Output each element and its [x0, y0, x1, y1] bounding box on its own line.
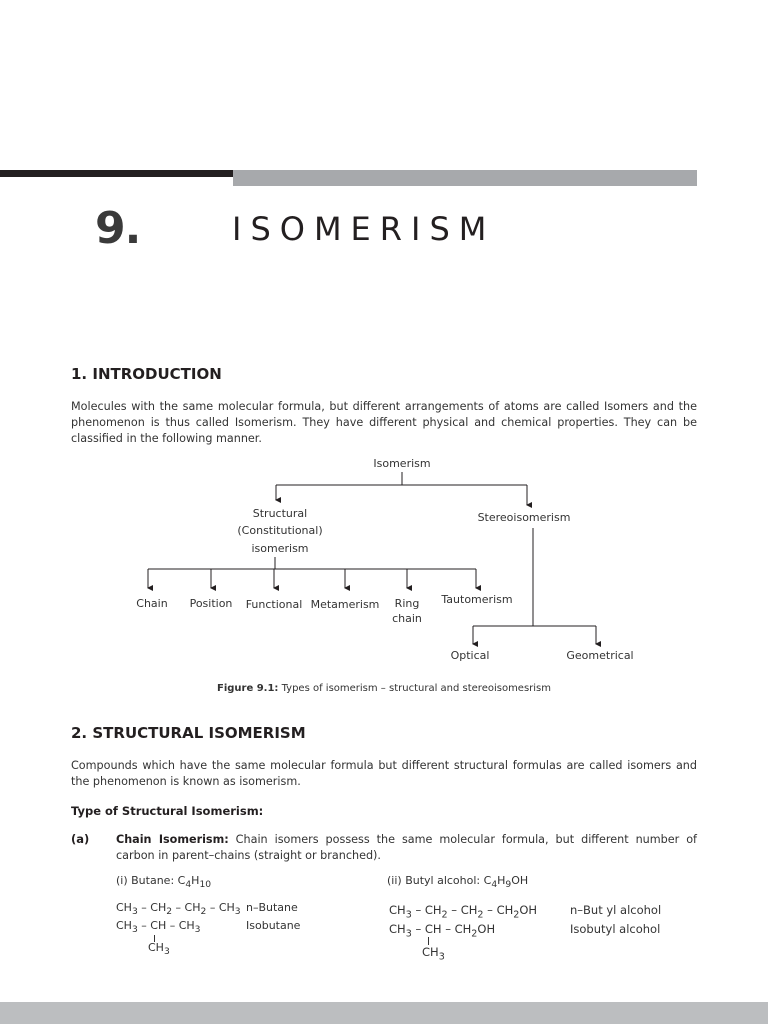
n-butyl-alcohol-structure: $CH_3 - CH_2 - CH_2 - CH_2OH$: [389, 903, 538, 921]
butyl-h: H: [497, 874, 506, 887]
node-stereoisomerism: Stereoisomerism: [477, 511, 571, 524]
section-heading-structural: 2. STRUCTURAL ISOMERISM: [71, 724, 306, 742]
structural-paragraph: Compounds which have the same molecular formula but different structural formulas are called isomers and the phenomenon is known as isomerism.: [71, 759, 697, 788]
n-butyl-alcohol-name: n–But yl alcohol: [570, 903, 662, 917]
butane-sub-h: 10: [199, 879, 212, 891]
node-isomerism: Isomerism: [373, 457, 431, 470]
isobutane-branch-ch3: $CH_3$: [148, 941, 170, 958]
node-metamerism: Metamerism: [310, 598, 380, 611]
figure-caption: [0, 683, 768, 694]
butane-formula-label: [116, 874, 211, 890]
butyl-alcohol-formula-label: [387, 874, 528, 890]
isobutyl-alcohol-name: Isobutyl alcohol: [570, 922, 661, 936]
butyl-sub-c: 4: [491, 879, 498, 891]
butyl-oh: OH: [511, 874, 529, 887]
node-position: Position: [189, 597, 233, 610]
chain-isomerism-paragraph: [116, 832, 697, 864]
butyl-sub-h: 9: [505, 879, 512, 891]
node-tautomerism: Tautomerism: [441, 593, 513, 606]
footer-bar: [0, 1002, 768, 1024]
butane-sub-c: 4: [185, 879, 192, 891]
node-chain: Chain: [136, 597, 168, 610]
figure-caption-label: Figure 9.1:: [216, 683, 279, 694]
item-marker-a: (a): [71, 832, 90, 846]
node-optical: Optical: [450, 649, 490, 662]
chain-isomerism-title: Chain Isomerism:: [116, 833, 229, 846]
node-structural-line3: isomerism: [251, 542, 309, 555]
n-butane-structure: $CH_3 - CH_2 - CH_2 - CH_3$: [116, 901, 241, 918]
n-butane-name: n–Butane: [246, 901, 298, 914]
node-ring: Ring: [394, 597, 420, 610]
intro-paragraph: Molecules with the same molecular formula, but different arrangements of atoms are called Isomers and the phenomenon is thus called Isomerism. They have different physical and chemical properties. They can be classified in the following manner.: [71, 400, 697, 445]
node-ring-chain: chain: [392, 612, 422, 625]
structural-types-subheading: Type of Structural Isomerism:: [71, 804, 264, 818]
node-structural-line1: Structural: [252, 507, 308, 520]
isobutane-name: Isobutane: [246, 919, 301, 932]
butane-h: H: [191, 874, 200, 887]
isobutyl-branch-ch3: $CH_3$: [422, 945, 445, 963]
butane-label-text: (i) Butane: C: [116, 874, 186, 887]
section-heading-introduction: 1. INTRODUCTION: [71, 365, 222, 383]
isobutyl-branch-bond: [428, 937, 429, 945]
figure-caption-text: Types of isomerism – structural and stereoisomesrism: [278, 683, 552, 694]
isobutane-structure: $CH_3$ – CH – $CH_3$: [116, 919, 201, 936]
node-geometrical: Geometrical: [566, 649, 634, 662]
chain-isomerism-text: Chain isomers possess the same molecular formula, but different number of carbon in parent–chains (straight or branched).: [116, 833, 697, 862]
node-functional: Functional: [245, 598, 303, 611]
chapter-number: 9.: [95, 203, 141, 254]
isobutyl-alcohol-structure: $CH_3$ – CH – $CH_2OH$: [389, 922, 496, 940]
node-structural-line2: (Constitutional): [237, 524, 323, 537]
butyl-label-text: (ii) Butyl alcohol: C: [387, 874, 492, 887]
chapter-title: ISOMERISM: [232, 210, 496, 248]
